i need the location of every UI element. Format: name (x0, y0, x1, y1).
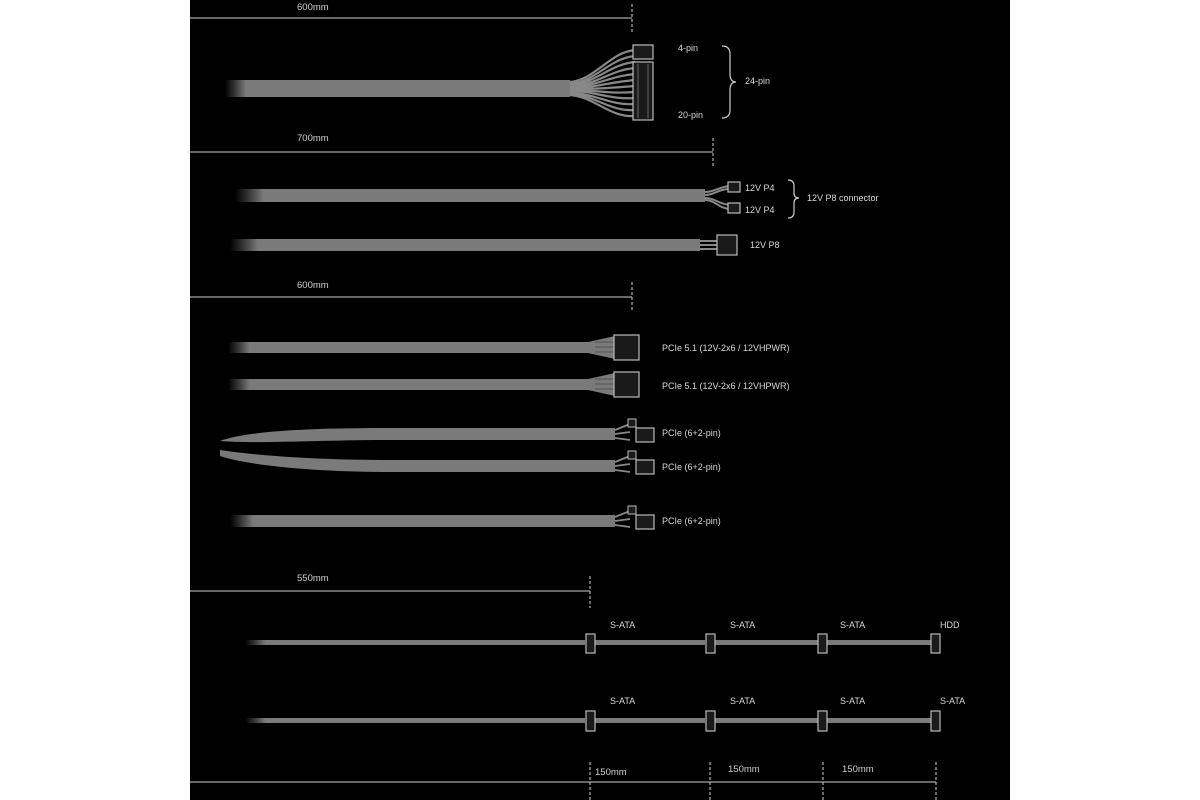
sata-length-label: 550mm (297, 573, 329, 584)
pcie-8pin-label-1: PCIe (6+2-pin) (662, 428, 721, 438)
sata-dimension-line (190, 573, 590, 608)
sata-spacing-label-3: 150mm (842, 764, 874, 775)
cpu-length-label: 700mm (297, 133, 329, 144)
atx-20pin-label: 20-pin (678, 110, 704, 120)
cpu-p8-label: 12V P8 (750, 240, 780, 250)
sata-row2-label-2: S-ATA (730, 696, 756, 706)
atx-24pin-cable (225, 45, 653, 120)
sata-spacing-dimension-line (190, 762, 936, 800)
pcie-length-label: 600mm (297, 280, 329, 291)
pcie-hpwr-cable-2 (228, 372, 639, 397)
pcie-8pin-label-3: PCIe (6+2-pin) (662, 516, 721, 526)
cpu-p4a-label: 12V P4 (745, 183, 775, 193)
sata-cable-2 (245, 711, 940, 731)
pcie-dimension-line (190, 282, 632, 312)
cable-diagram (190, 0, 1010, 800)
cpu-p8-cable (230, 235, 737, 255)
cpu-p8-split-cable (235, 182, 740, 213)
sata-row2-label-3: S-ATA (840, 696, 866, 706)
cpu-brace (788, 180, 799, 218)
cable-drawing (190, 0, 1010, 800)
pcie-hpwr-cable-1 (228, 335, 639, 360)
pcie-hpwr-label-1: PCIe 5.1 (12V-2x6 / 12VHPWR) (662, 343, 790, 353)
cpu-p4b-label: 12V P4 (745, 205, 775, 215)
sata-row1-label-2: S-ATA (730, 620, 756, 630)
cpu-p8-connector-label: 12V P8 connector (807, 193, 879, 203)
sata-row1-label-1: S-ATA (610, 620, 636, 630)
atx-brace (722, 46, 736, 118)
atx-4pin-label: 4-pin (678, 43, 699, 53)
sata-row2-label-4: S-ATA (940, 696, 966, 706)
sata-cable-1 (245, 634, 940, 653)
sata-row1-label-4: HDD (940, 620, 960, 630)
atx-4pin-connector (633, 45, 653, 59)
cpu-dimension-line (190, 138, 713, 166)
pcie-hpwr-label-2: PCIe 5.1 (12V-2x6 / 12VHPWR) (662, 381, 790, 391)
atx-20pin-connector (633, 62, 653, 120)
atx-length-label: 600mm (297, 2, 329, 13)
pcie-8pin-label-2: PCIe (6+2-pin) (662, 462, 721, 472)
sata-spacing-label-2: 150mm (728, 764, 760, 775)
pcie-8pin-dual-cable (220, 419, 654, 474)
sata-spacing-label-1: 150mm (595, 767, 627, 778)
atx-dimension-line (190, 4, 632, 32)
sata-row2-label-1: S-ATA (610, 696, 636, 706)
sata-row1-label-3: S-ATA (840, 620, 866, 630)
pcie-8pin-single-cable (230, 506, 654, 529)
atx-24pin-label: 24-pin (745, 76, 771, 86)
